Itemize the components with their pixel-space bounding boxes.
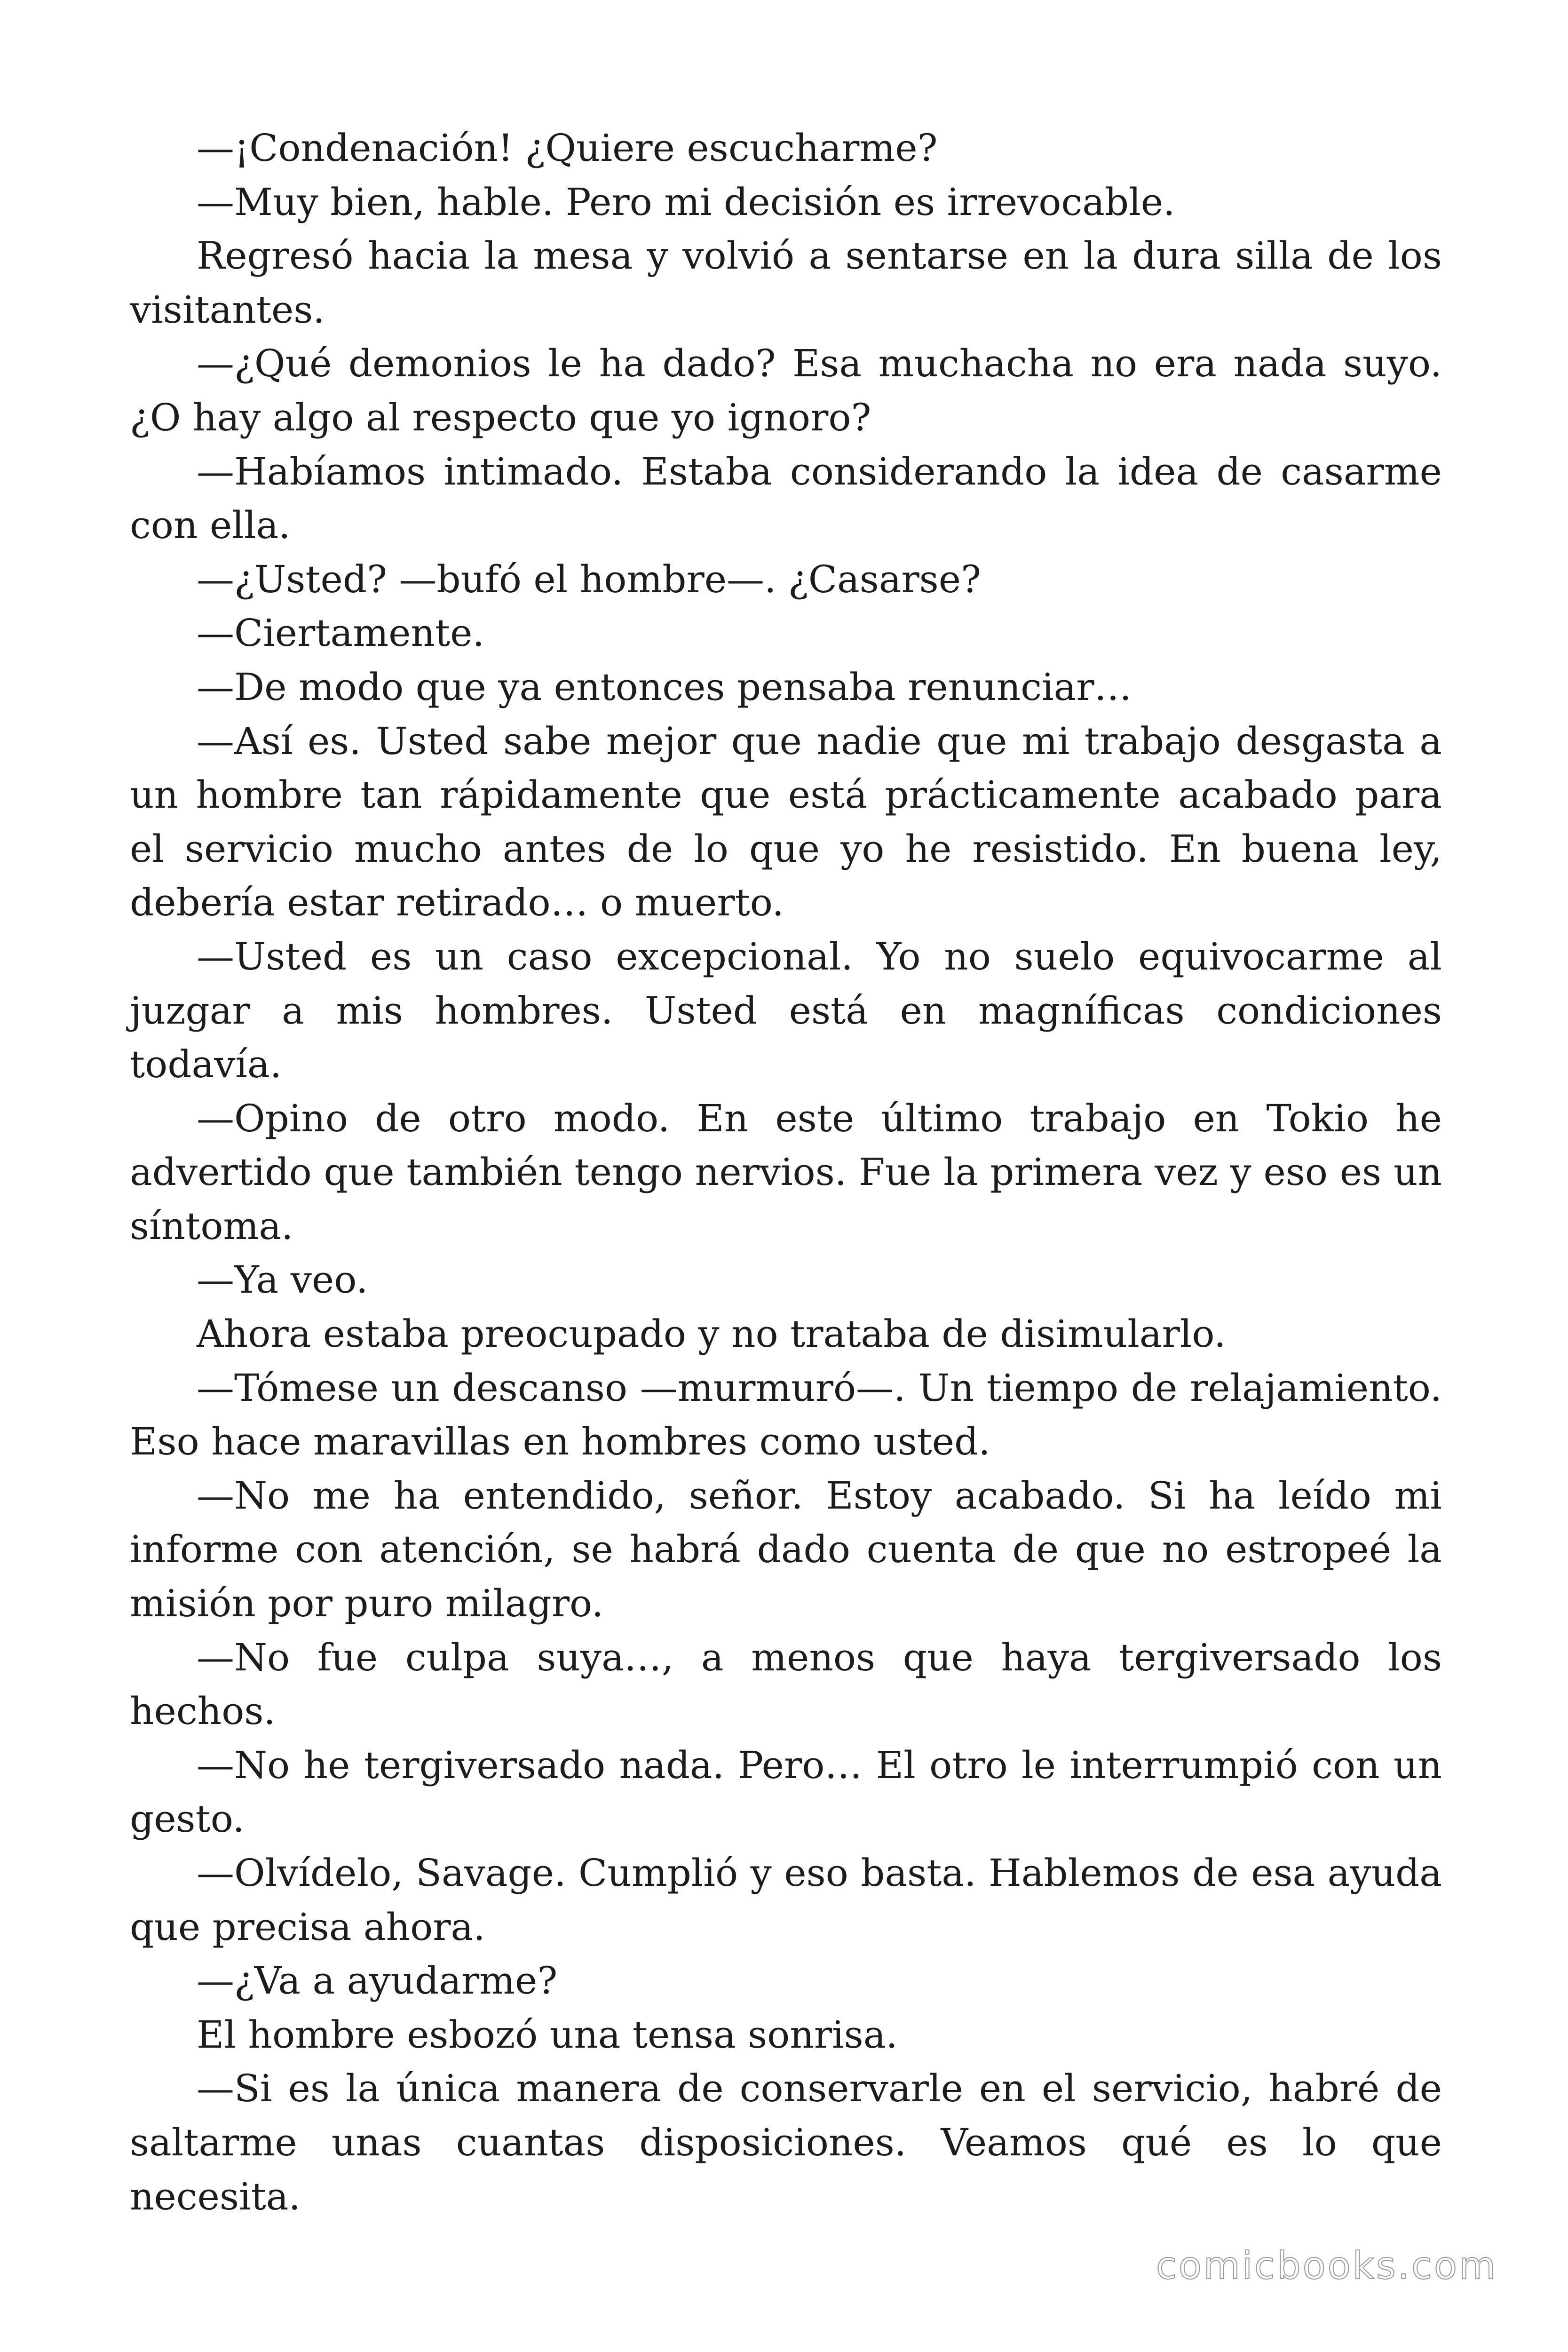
paragraph: —Si es la única manera de conservarle en el servicio, habré de saltarme unas cuantas disposiciones. Veamos qué es lo que necesita. (130, 2066, 1442, 2218)
paragraph: —¿Usted? —bufó el hombre—. ¿Casarse? (197, 557, 981, 601)
paragraph: —¡Condenación! ¿Quiere escucharme? (197, 126, 938, 170)
page-body (130, 121, 1442, 2224)
paragraph: —Muy bien, hable. Pero mi decisión es irrevocable. (197, 180, 1175, 224)
paragraph: —Olvídelo, Savage. Cumplió y eso basta. Hablemos de esa ayuda que precisa ahora. (130, 1851, 1442, 1949)
paragraph: —Habíamos intimado. Estaba considerando la idea de casarme con ella. (130, 449, 1442, 548)
paragraph: Ahora estaba preocupado y no trataba de disimularlo. (197, 1312, 1226, 1356)
paragraph: —De modo que ya entonces pensaba renunciar… (197, 665, 1132, 709)
paragraph: —No he tergiversado nada. Pero… El otro le interrumpió con un gesto. (130, 1743, 1442, 1841)
paragraph: —Así es. Usted sabe mejor que nadie que mi trabajo desgasta a un hombre tan rápidamente que está prácticamente acabado para el servicio mucho antes de lo que yo he resistido. En buena ley, debería estar retirado… o muerto. (130, 719, 1442, 925)
paragraph: —Tómese un descanso —murmuró—. Un tiempo de relajamiento. Eso hace maravillas en hombres como usted. (130, 1366, 1442, 1464)
paragraph: —¿Va a ayudarme? (197, 1959, 558, 2003)
paragraph: Regresó hacia la mesa y volvió a sentarse en la dura silla de los visitantes. (130, 234, 1442, 332)
paragraph: —Ciertamente. (197, 611, 484, 655)
paragraph: —No fue culpa suya…, a menos que haya tergiversado los hechos. (130, 1635, 1442, 1733)
paragraph: —Usted es un caso excepcional. Yo no suelo equivocarme al juzgar a mis hombres. Usted está en magníficas condiciones todavía. (130, 934, 1442, 1087)
paragraph: —No me ha entendido, señor. Estoy acabado. Si ha leído mi informe con atención, se habrá dado cuenta de que no estropeé la misión por puro milagro. (130, 1473, 1442, 1626)
paragraph: —¿Qué demonios le ha dado? Esa muchacha no era nada suyo. ¿O hay algo al respecto que yo ignoro? (130, 342, 1442, 439)
paragraph: El hombre esbozó una tensa sonrisa. (197, 2012, 898, 2057)
paragraph: —Opino de otro modo. En este último trabajo en Tokio he advertido que también tengo nervios. Fue la primera vez y eso es un síntoma. (130, 1096, 1442, 1248)
watermark: comicbooks.com (1156, 2244, 1497, 2288)
paragraph: —Ya veo. (197, 1258, 368, 1302)
